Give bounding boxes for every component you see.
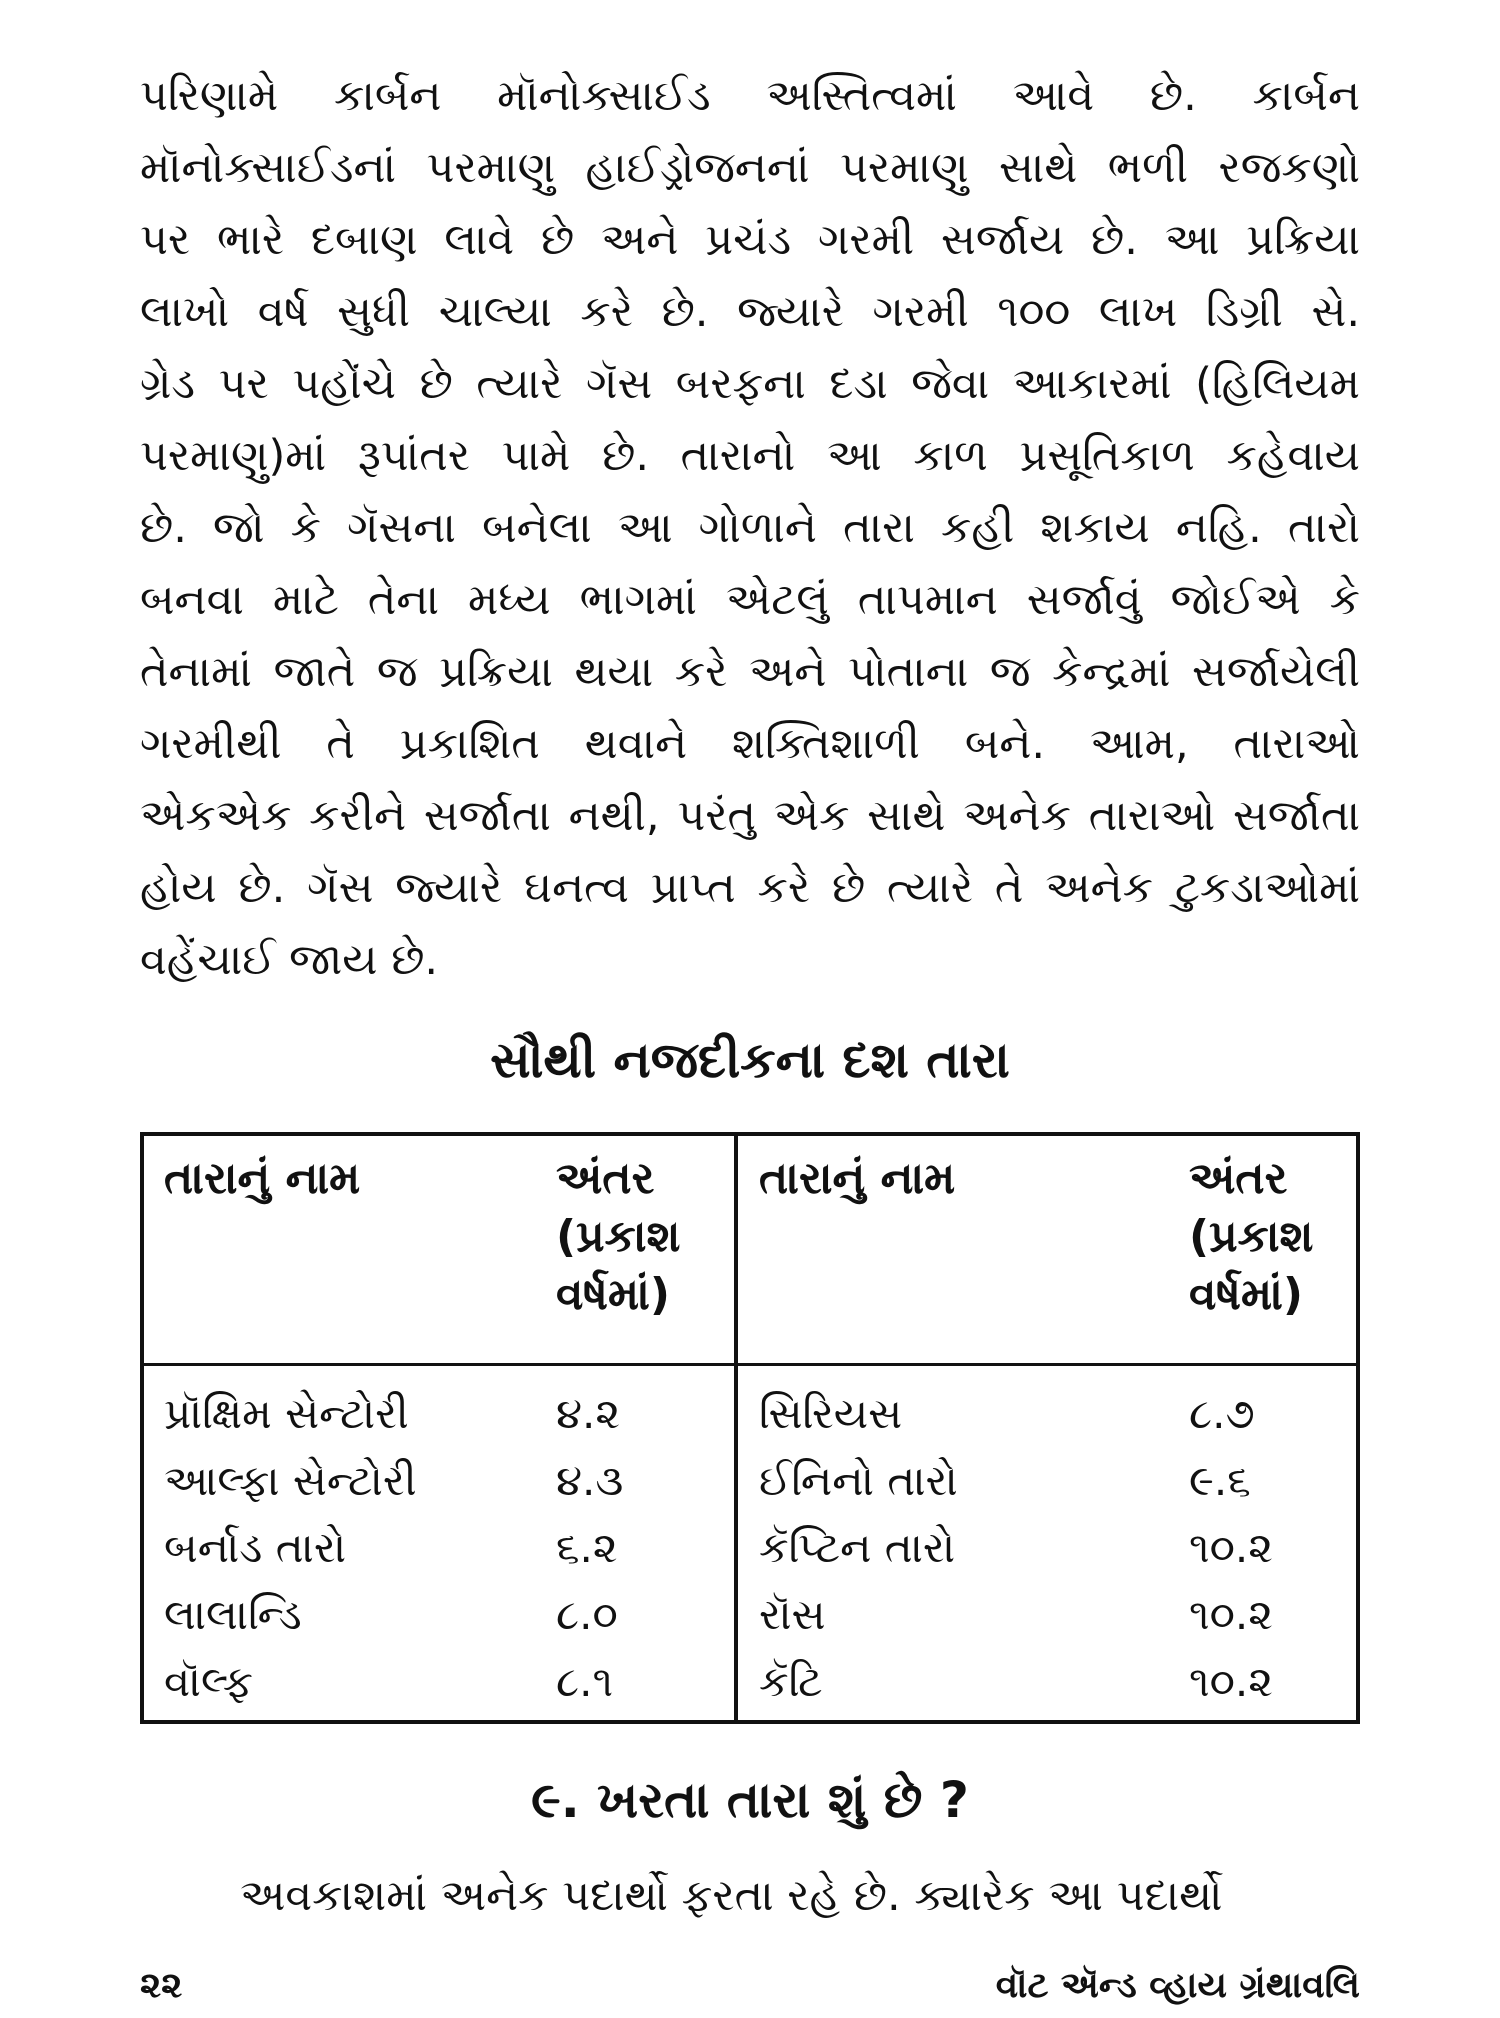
paragraph-line: ગરમીથી તે પ્રકાશિત થવાને શક્તિશાળી બને. આમ, તારાઓ bbox=[140, 719, 1360, 769]
header-distance-line: (પ્રકાશ bbox=[556, 1211, 681, 1262]
table-header-divider bbox=[144, 1363, 1356, 1366]
paragraph-line: મૉનોક્સાઈડનાં પરમાણુ હાઈડ્રોજનનાં પરમાણુ સાથે ભળી રજકણો bbox=[140, 143, 1360, 193]
page-number: ૨૨ bbox=[140, 1965, 183, 2006]
star-distance-cell: ૮.૧ bbox=[556, 1657, 614, 1706]
series-name: વૉટ ઍન્ડ વ્હાય ગ્રંથાવલિ bbox=[995, 1965, 1360, 2006]
paragraph-line: હોય છે. ગૅસ જ્યારે ઘનત્વ પ્રાપ્ત કરે છે ત્યારે તે અનેક ટુકડાઓમાં bbox=[140, 863, 1360, 913]
star-name-cell: રૉસ bbox=[759, 1590, 826, 1639]
header-distance-line: વર્ષમાં) bbox=[1189, 1269, 1303, 1320]
star-name-cell: કૅટિ bbox=[759, 1657, 823, 1706]
page-footer bbox=[140, 1958, 1360, 2018]
star-distance-cell: ૪.૨ bbox=[556, 1389, 621, 1438]
header-star-name-left: તારાનું નામ bbox=[164, 1153, 361, 1204]
section-heading: ૯. ખરતા તારા શું છે ? bbox=[531, 1771, 969, 1829]
paragraph-line: બનવા માટે તેના મધ્ય ભાગમાં એટલું તાપમાન સર્જાવું જોઈએ કે bbox=[140, 575, 1360, 625]
star-distance-cell: ૮.૦ bbox=[556, 1590, 618, 1639]
header-distance-line: (પ્રકાશ bbox=[1189, 1211, 1314, 1262]
paragraph-line: પરમાણુ)માં રૂપાંતર પામે છે. તારાનો આ કાળ પ્રસૂતિકાળ કહેવાય bbox=[140, 431, 1360, 481]
paragraph-line: એકએક કરીને સર્જાતા નથી, પરંતુ એક સાથે અનેક તારાઓ સર્જાતા bbox=[140, 791, 1360, 841]
nearest-stars-table bbox=[140, 1132, 1360, 1724]
header-distance-left bbox=[556, 1150, 706, 1324]
star-name-cell: લાલાન્ડિ bbox=[164, 1590, 302, 1639]
star-name-cell: વૉલ્ફ bbox=[164, 1657, 253, 1706]
star-distance-cell: ૧૦.૨ bbox=[1189, 1590, 1273, 1639]
star-distance-cell: ૪.૩ bbox=[556, 1456, 624, 1505]
paragraph-line: ગ્રેડ પર પહોંચે છે ત્યારે ગૅસ બરફના દડા જેવા આકારમાં (હિલિયમ bbox=[140, 359, 1360, 409]
paragraph-line: તેનામાં જાતે જ પ્રક્રિયા થયા કરે અને પોતાના જ કેન્દ્રમાં સર્જાયેલી bbox=[140, 647, 1360, 697]
paragraph-line: પરિણામે કાર્બન મૉનોક્સાઈડ અસ્તિત્વમાં આવે છે. કાર્બન bbox=[140, 71, 1360, 121]
header-distance-right bbox=[1189, 1150, 1339, 1324]
star-distance-cell: ૬.૨ bbox=[556, 1523, 618, 1572]
star-name-cell: પ્રૉક્ષિમ સેન્ટોરી bbox=[164, 1389, 409, 1438]
star-name-cell: સિરિયસ bbox=[759, 1389, 903, 1438]
star-name-cell: આલ્ફા સેન્ટોરી bbox=[164, 1456, 417, 1505]
table-column-divider bbox=[734, 1136, 738, 1720]
paragraph-line: પર ભારે દબાણ લાવે છે અને પ્રચંડ ગરમી સર્જાય છે. આ પ્રક્રિયા bbox=[140, 215, 1360, 265]
paragraph-line: વહેંચાઈ જાય છે. bbox=[140, 935, 439, 985]
book-page bbox=[140, 60, 1360, 2006]
header-distance-line: અંતર bbox=[1189, 1153, 1288, 1204]
star-distance-cell: ૮.૭ bbox=[1189, 1389, 1255, 1438]
paragraph-line: લાખો વર્ષ સુધી ચાલ્યા કરે છે. જ્યારે ગરમી ૧૦૦ લાખ ડિગ્રી સે. bbox=[140, 287, 1360, 337]
star-name-cell: કૅપ્ટિન તારો bbox=[759, 1523, 956, 1572]
header-star-name-right: તારાનું નામ bbox=[759, 1153, 956, 1204]
star-name-cell: ઈનિનો તારો bbox=[759, 1456, 958, 1505]
header-distance-line: વર્ષમાં) bbox=[556, 1269, 670, 1320]
header-distance-line: અંતર bbox=[556, 1153, 655, 1204]
star-name-cell: બર્નાડ તારો bbox=[164, 1523, 347, 1572]
body-paragraph bbox=[140, 60, 1360, 996]
paragraph-line: છે. જો કે ગૅસના બનેલા આ ગોળાને તારા કહી શકાય નહિ. તારો bbox=[140, 503, 1360, 553]
section-first-line: અવકાશમાં અનેક પદાર્થો ફરતા રહે છે. ક્યારેક આ પદાર્થો bbox=[240, 1871, 1223, 1921]
table-title: સૌથી નજદીકના દશ તારા bbox=[490, 1031, 1010, 1089]
star-distance-cell: ૧૦.૨ bbox=[1189, 1523, 1273, 1572]
star-distance-cell: ૧૦.૨ bbox=[1189, 1657, 1273, 1706]
star-distance-cell: ૯.૬ bbox=[1189, 1456, 1251, 1505]
